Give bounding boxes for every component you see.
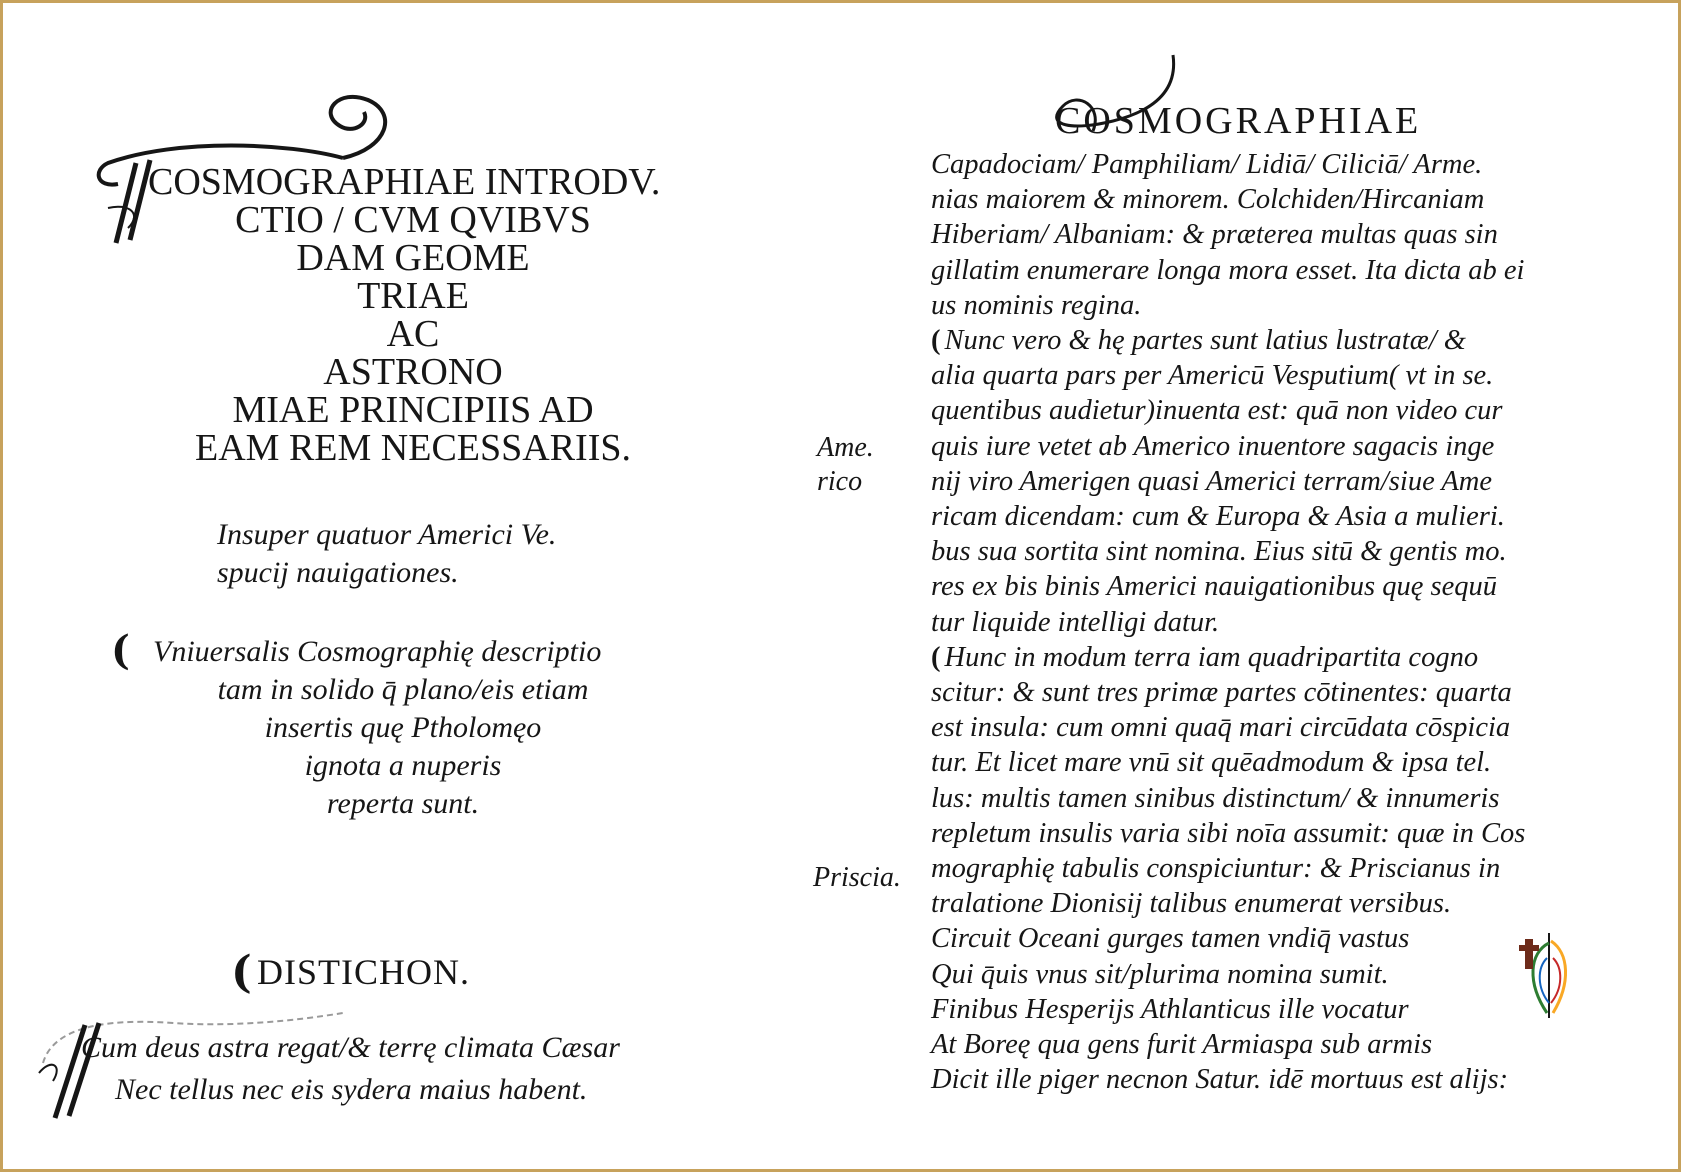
- text-line: [931, 323, 1571, 358]
- margin-note-priscianus: Priscia.: [813, 862, 901, 893]
- universalis-paragraph: [123, 633, 683, 823]
- text-line: res ex bis binis Americi nauigationibus quę sequū: [931, 571, 1497, 603]
- margin-note-america: [817, 431, 874, 499]
- text-line: Circuit Oceani gurges tamen vndiq̄ vastus: [931, 923, 1410, 955]
- text-line: gillatim enumerare longa mora esset. Ita dicta ab ei: [931, 254, 1525, 286]
- title-line: AC: [386, 313, 440, 355]
- text-line: tralatione Dionisij talibus enumerat versibus.: [931, 888, 1452, 920]
- title-line: EAM REM NECESSARIIS.: [195, 427, 631, 469]
- text-line: nias maiorem & minorem. Colchiden/Hircaniam: [931, 184, 1485, 216]
- distichon-heading: DISTICHON.: [257, 952, 470, 992]
- text-line: Finibus Hesperijs Athlanticus ille vocatur: [931, 993, 1409, 1025]
- text-line: mographię tabulis conspiciuntur: & Priscianus in: [931, 853, 1501, 885]
- text-line-content: Hunc in modum terra iam quadripartita cogno: [944, 641, 1479, 673]
- text-line: tur liquide intelligi datur.: [931, 606, 1220, 638]
- text-line: At Boreę qua gens furit Armiaspa sub armis: [931, 1029, 1433, 1061]
- text-line: nij viro Amerigen quasi Americi terram/siue Ame: [931, 465, 1492, 497]
- title-line: MIAE PRINCIPIIS AD: [232, 389, 594, 431]
- insuper-paragraph: [217, 516, 717, 592]
- title-line: COSMOGRAPHIAE INTRODV.: [148, 161, 661, 203]
- text-line: Hiberiam/ Albaniam: & præterea multas quas sin: [931, 219, 1498, 251]
- title-block: [93, 163, 733, 467]
- text-line: lus: multis tamen sinibus distinctum/ & innumeris: [931, 782, 1500, 814]
- text-line: est insula: cum omni quaq̄ mari circūdata cōspicia: [931, 712, 1511, 744]
- paragraph-mark-icon: (: [931, 325, 941, 357]
- text-line: Nec tellus nec eis sydera maius habent.: [115, 1073, 588, 1106]
- text-line: tur. Et licet mare vnū sit quēadmodum & ipsa tel.: [931, 747, 1492, 779]
- text-line: Dicit ille piger necnon Satur. idē mortuus est alijs:: [931, 1064, 1509, 1096]
- text-line: bus sua sortita sint nomina. Eius sitū & gentis mo.: [931, 536, 1507, 568]
- text-line: Qui q̄uis vnus sit/plurima nomina sumit.: [931, 958, 1389, 990]
- text-line: quis iure vetet ab Americo inuentore sagacis inge: [931, 430, 1495, 462]
- text-line: [931, 640, 1571, 675]
- leaf-emblem-icon: [1519, 923, 1579, 1023]
- text-line: Capadociam/ Pamphiliam/ Lidiā/ Ciliciā/ Arme.: [931, 149, 1483, 180]
- text-line: ignota a nuperis: [304, 749, 502, 782]
- title-line: CTIO / CVM QVIBVS: [235, 199, 591, 241]
- text-line: repletum insulis varia sibi noīa assumit: quæ in Cos: [931, 817, 1526, 849]
- text-line: us nominis regina.: [931, 289, 1142, 321]
- left-page: [3, 3, 803, 1175]
- paragraph-mark-icon: (: [231, 947, 252, 998]
- text-line: ricam dicendam: cum & Europa & Asia a mulieri.: [931, 501, 1505, 533]
- text-line-content: Nunc vero & hę partes sunt latius lustratæ/ &: [944, 325, 1466, 357]
- running-head: COSMOGRAPHIAE: [1055, 100, 1422, 142]
- margin-note-line: Ame.: [817, 432, 874, 463]
- title-line: DAM GEOME: [296, 237, 530, 279]
- text-line: Cum deus astra regat/& terrę climata Cæsar: [81, 1031, 620, 1064]
- title-line: TRIAE: [357, 275, 469, 317]
- distich: [81, 1027, 721, 1111]
- text-line: spucij nauigationes.: [217, 556, 459, 589]
- text-line: scitur: & sunt tres primæ partes cōtinentes: quarta: [931, 677, 1512, 709]
- paragraph-mark-icon: (: [111, 627, 130, 674]
- paragraph-mark-icon: (: [931, 641, 941, 673]
- text-line: Insuper quatuor Americi Ve.: [217, 518, 557, 551]
- text-line: alia quarta pars per Americū Vesputium( vt in se.: [931, 360, 1494, 392]
- text-line: tam in solido q̄ plano/eis etiam: [217, 673, 589, 706]
- margin-note-line: rico: [817, 466, 863, 497]
- text-line: insertis quę Ptholomęo: [264, 711, 542, 744]
- body-text: [931, 147, 1571, 1097]
- text-line: reperta sunt.: [326, 787, 480, 820]
- title-line: ASTRONO: [323, 351, 503, 393]
- text-line: quentibus audietur)inuenta est: quā non video cur: [931, 395, 1503, 427]
- text-line: Vniuersalis Cosmographię descriptio: [153, 635, 602, 668]
